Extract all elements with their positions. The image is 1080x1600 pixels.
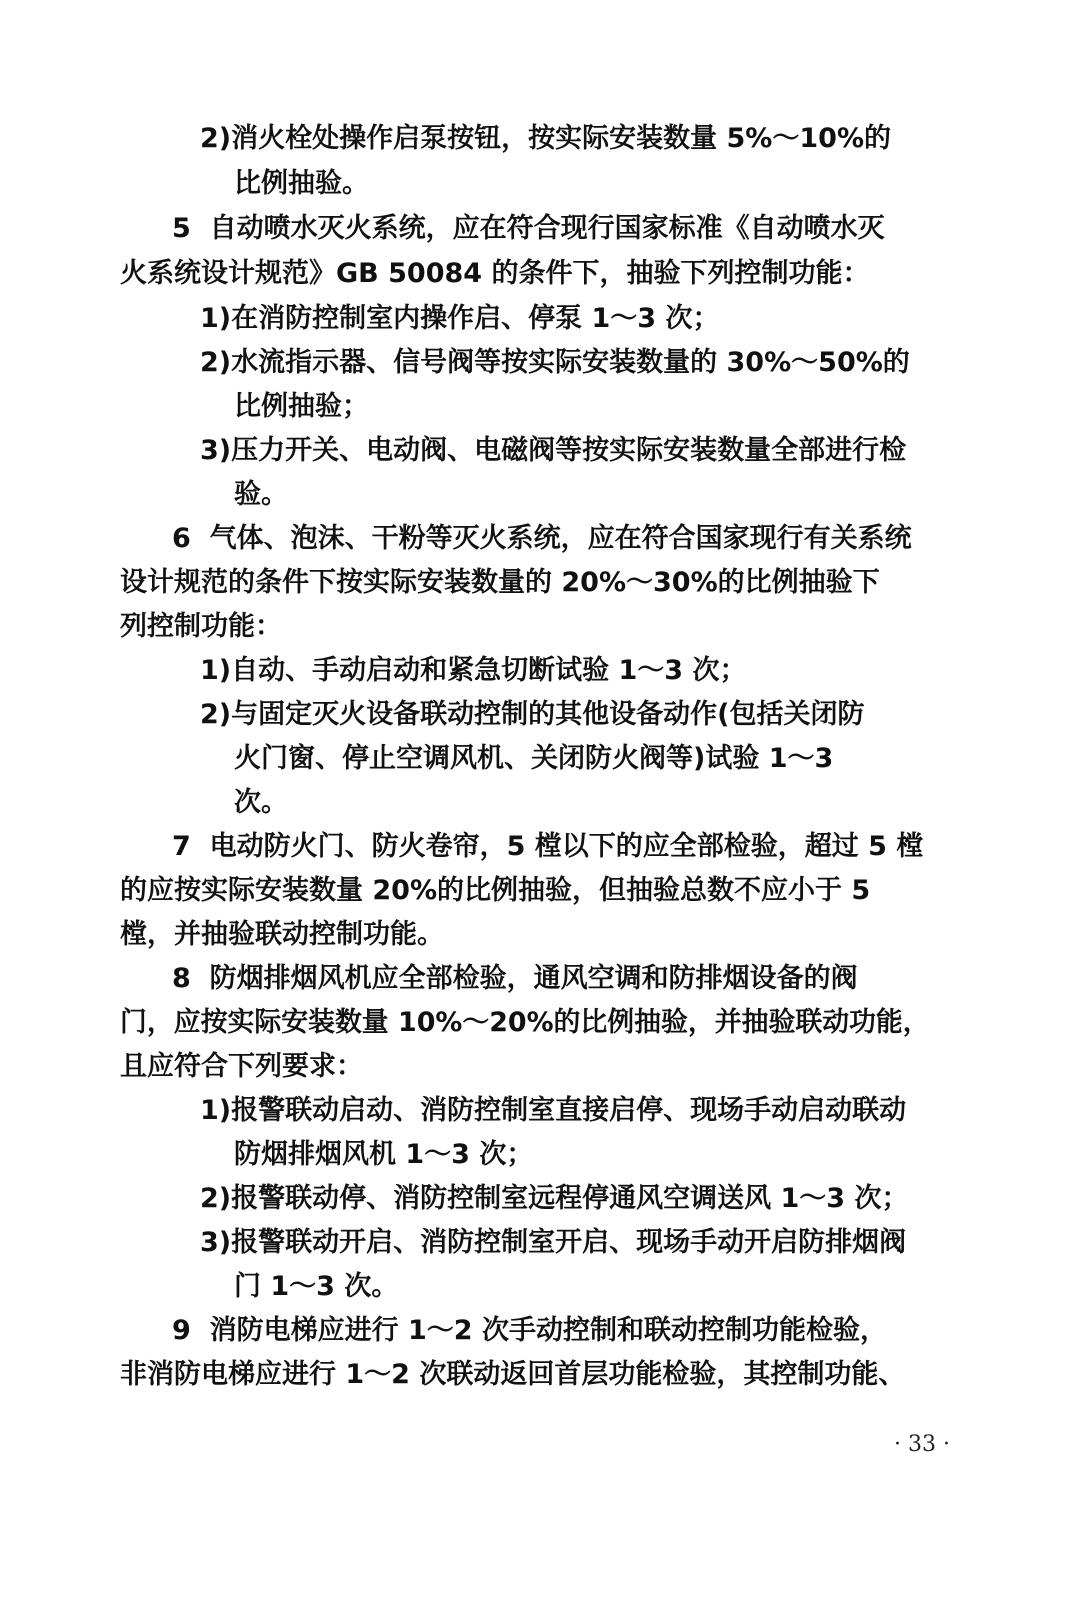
- line-text: 1)报警联动启动、消防控制室直接启停、现场手动启动联动: [200, 1095, 907, 1126]
- line-text: 列控制功能：: [120, 611, 282, 642]
- clause-line: [0, 824, 1080, 870]
- line-text: 5 自动喷水灭火系统，应在符合现行国家标准《自动喷水灭: [172, 213, 885, 244]
- line-text: 2)水流指示器、信号阀等按实际安装数量的 30%～50%的: [200, 347, 910, 378]
- page-number: · 33 ·: [894, 1432, 950, 1457]
- body-line: [0, 1000, 1080, 1046]
- item-line: [0, 296, 1080, 342]
- line-text: 8 防烟排烟风机应全部检验，通风空调和防排烟设备的阀: [172, 963, 858, 994]
- line-text: 6 气体、泡沫、干粉等灭火系统，应在符合国家现行有关系统: [172, 523, 912, 554]
- body-line: [0, 604, 1080, 650]
- item-line: [0, 428, 1080, 474]
- item-line-cont: [0, 1132, 1080, 1178]
- line-text: 2)与固定灭火设备联动控制的其他设备动作(包括关闭防: [200, 699, 865, 730]
- item-line: [0, 340, 1080, 386]
- item-line: [0, 116, 1080, 162]
- line-text: 且应符合下列要求：: [120, 1051, 363, 1082]
- line-text: 验。: [234, 479, 288, 510]
- item-line: [0, 1088, 1080, 1134]
- body-line: [0, 868, 1080, 914]
- item-line: [0, 692, 1080, 738]
- line-text: 3)报警联动开启、消防控制室开启、现场手动开启防排烟阀: [200, 1227, 907, 1258]
- line-text: 设计规范的条件下按实际安装数量的 20%～30%的比例抽验下: [120, 567, 880, 598]
- line-text: 2)报警联动停、消防控制室远程停通风空调送风 1～3 次；: [200, 1183, 909, 1214]
- item-line-cont: [0, 384, 1080, 430]
- line-text: 2)消火栓处操作启泵按钮，按实际安装数量 5%～10%的: [200, 123, 891, 154]
- body-line: [0, 912, 1080, 958]
- item-line: [0, 648, 1080, 694]
- clause-line: [0, 956, 1080, 1002]
- line-text: 的应按实际安装数量 20%的比例抽验，但抽验总数不应小于 5: [120, 875, 871, 906]
- line-text: 火门窗、停止空调风机、关闭防火阀等)试验 1～3: [234, 743, 834, 774]
- item-line: [0, 1220, 1080, 1266]
- item-line: [0, 1176, 1080, 1222]
- body-line: [0, 1352, 1080, 1398]
- clause-line: [0, 1308, 1080, 1354]
- item-line-cont: [0, 472, 1080, 518]
- line-text: 1)在消防控制室内操作启、停泵 1～3 次；: [200, 303, 720, 334]
- line-text: 防烟排烟风机 1～3 次；: [234, 1139, 534, 1170]
- line-text: 非消防电梯应进行 1～2 次联动返回首层功能检验，其控制功能、: [120, 1359, 906, 1390]
- item-line-cont: [0, 1264, 1080, 1310]
- item-line-cont: [0, 780, 1080, 826]
- line-text: 樘，并抽验联动控制功能。: [120, 919, 444, 950]
- line-text: 门 1～3 次。: [234, 1271, 399, 1302]
- line-text: 1)自动、手动启动和紧急切断试验 1～3 次；: [200, 655, 747, 686]
- line-text: 次。: [234, 787, 288, 818]
- line-text: 9 消防电梯应进行 1～2 次手动控制和联动控制功能检验，: [172, 1315, 887, 1346]
- body-line: [0, 560, 1080, 606]
- item-line-cont: [0, 736, 1080, 782]
- line-text: 门，应按实际安装数量 10%～20%的比例抽验，并抽验联动功能，: [120, 1007, 930, 1038]
- line-text: 火系统设计规范》GB 50084 的条件下，抽验下列控制功能：: [120, 258, 870, 289]
- body-line: [0, 251, 1080, 297]
- line-text: 7 电动防火门、防火卷帘，5 樘以下的应全部检验，超过 5 樘: [172, 831, 924, 862]
- item-line-cont: [0, 161, 1080, 207]
- clause-line: [0, 206, 1080, 252]
- body-line: [0, 1044, 1080, 1090]
- clause-line: [0, 516, 1080, 562]
- line-text: 3)压力开关、电动阀、电磁阀等按实际安装数量全部进行检: [200, 435, 907, 466]
- line-text: 比例抽验。: [234, 168, 369, 199]
- line-text: 比例抽验；: [234, 391, 369, 422]
